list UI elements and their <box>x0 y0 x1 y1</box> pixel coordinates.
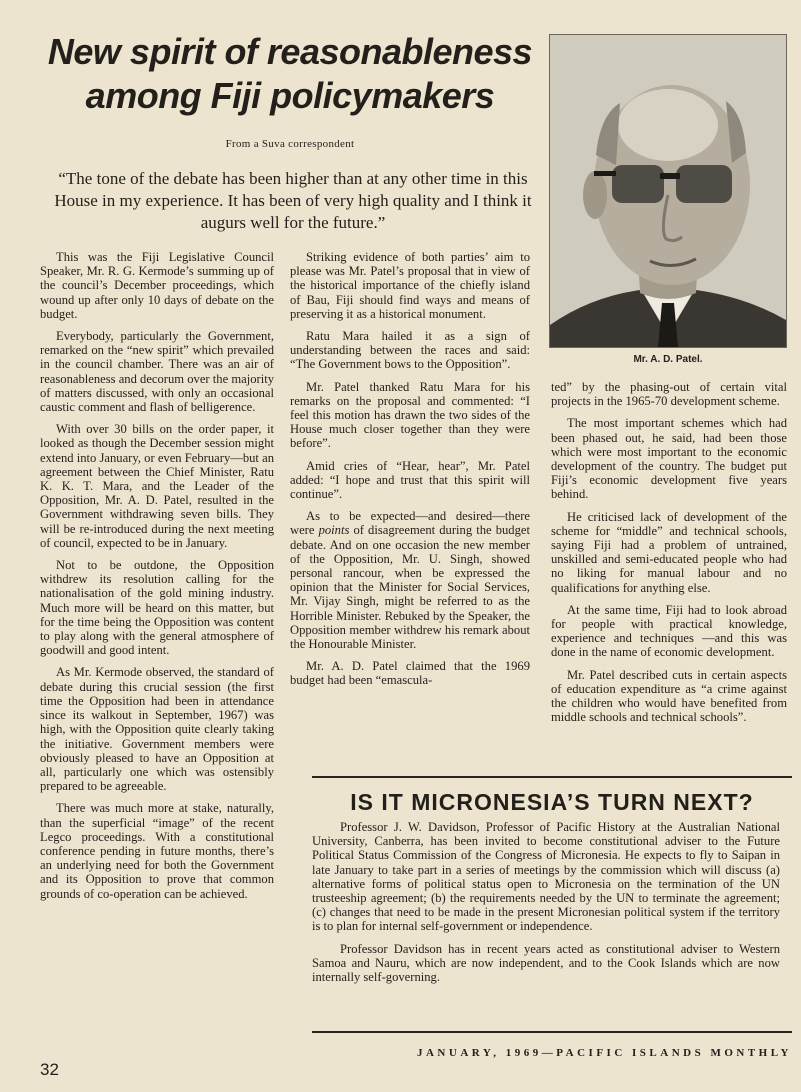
portrait-photo <box>549 34 787 348</box>
article-column-2 <box>290 250 530 696</box>
paragraph: Amid cries of “Hear, hear”, Mr. Patel added: “I hope and trust that this spirit will continue”. <box>290 458 530 502</box>
paragraph: This was the Fiji Legislative Council Speaker, Mr. R. G. Kermode’s summing up of the council’s December proceedings, which wound up after only 10 days of debate on the budget. <box>40 250 274 321</box>
paragraph: With over 30 bills on the order paper, it looked as though the December session might extend into January, or even February—but an agreement between the Chief Minister, Ratu K. K. T. Mara, and the Leader of the Opposition, Mr. A. D. Patel, resulted in the Government withdrawing seven bills. They will be re-introduced during the next meeting of council, expected to be in January. <box>40 422 274 550</box>
text-run: of disagreement during the budget debate. And on one occasion the new member of the Opposition, Mr. U. Singh, showed personal rancour, when be expressed the opinion that the Minister for Social Services, Mr. Vijay Singh, might be referred to as the Horrible Minister. Rebuked by the Speaker, the Opposition member withdrew his remark about the Honourable Minister. <box>290 523 530 652</box>
paragraph: Professor Davidson has in recent years acted as constitutional adviser to Western Samoa and Nauru, which are now independent, and to the Cook Islands which are now internally self-governing. <box>312 941 780 985</box>
paragraph: There was much more at stake, naturally, than the superficial “image” of the recent Legco proceedings. With a constitutional conference pending in future months, there’s an underlying need for both the Government and its Opposition to prove that common grounds of co-operation can be achieved. <box>40 801 274 901</box>
headline-line-1: New spirit of reasonableness <box>47 31 533 72</box>
paragraph: Striking evidence of both parties’ aim to please was Mr. Patel’s proposal that in view of the historical importance of the chiefly island of Bau, Fiji should find ways and means of preserving it as a historical monument. <box>290 250 530 321</box>
paragraph: ted” by the phasing-out of certain vital projects in the 1965-70 development scheme. <box>551 380 787 409</box>
box-top-rule <box>312 776 792 778</box>
pull-quote: “The tone of the debate has been higher than at any other time in this House in my experience. It has been of very high quality and I think it augurs well for the future.” <box>54 169 532 232</box>
paragraph: Mr. A. D. Patel claimed that the 1969 budget had been “emascula- <box>290 659 530 688</box>
paragraph: Mr. Patel described cuts in certain aspects of education expenditure as “a crime against the children who would have benefited from middle schools and technical schools”. <box>551 667 787 725</box>
box-bottom-rule <box>312 1031 792 1033</box>
headline <box>40 30 540 118</box>
portrait-illustration <box>550 35 786 347</box>
paragraph: Professor J. W. Davidson, Professor of Pacific History at the Australian National University, Canberra, has been invited to become constitutional adviser to the Future Political Status Commission of the Congress of Micronesia. He expects to fly to Saipan in late January to take part in a series of meetings by the commission which will discuss (a) alternative forms of political status open to Micronesia on the termination of the UN trusteeship agreement; (b) the requirements needed by the UN to terminate the agreement; (c) changes that need to be made in the present Micronesian political system if the territory is to plan for internal self-government or independence. <box>312 820 780 934</box>
paragraph: The most important schemes which had been phased out, he said, had been those which were most important to the economic development of the country. The budget put Fiji’s economic development five years behind. <box>551 416 787 502</box>
paragraph: Not to be outdone, the Opposition withdrew its resolution calling for the nationalisation of the gold mining industry. Much more will be heard on this matter, but for the time being the Opposition was content to play along with the general atmosphere of goodwill and good intent. <box>40 558 274 658</box>
sidebar-box-body <box>312 820 780 992</box>
paragraph: Ratu Mara hailed it as a sign of understanding between the races and said: “The Government bows to the Opposition”. <box>290 329 530 372</box>
paragraph: Everybody, particularly the Government, remarked on the “new spirit” which prevailed in the council chamber. There was an air of reasonableness and decorum over the majority of matters discussed, with only an occasional caustic comment and flash of belligerence. <box>40 329 274 415</box>
headline-line-2: among Fiji policymakers <box>85 75 495 116</box>
page-number: 32 <box>40 1060 59 1079</box>
paragraph: At the same time, Fiji had to look abroad for people with practical knowledge, experience and techniques —and this was done in the name of economic development. <box>551 602 787 660</box>
paragraph: As Mr. Kermode observed, the standard of debate during this crucial session (the first time the Opposition had been in attendance since its walkout in September, 1967) was high, with the Opposition quite clearly taking the initiative. Government members were obviously pleased to have an Opposition at all, particularly one which was ostensibly prepared to be agreeable. <box>40 665 274 794</box>
emphasis: points <box>318 523 350 538</box>
paragraph: He criticised lack of development of the scheme for “middle” and technical schools, saying Fiji had a problem of untrained, unskilled and semi-educated people who had no liking for manual labour and no qualifications for anything else. <box>551 509 787 595</box>
running-footer: JANUARY, 1969—PACIFIC ISLANDS MONTHLY <box>416 1047 792 1059</box>
paragraph <box>290 509 530 651</box>
byline: From a Suva correspondent <box>225 138 355 150</box>
article-column-3 <box>551 380 787 732</box>
sidebar-box-title: IS IT MICRONESIA’S TURN NEXT? <box>350 789 754 815</box>
text-run: As to be expected—and desired—there were <box>290 509 530 538</box>
article-column-1 <box>40 250 274 909</box>
paragraph: Mr. Patel thanked Ratu Mara for his remarks on the proposal and commented: “I feel this motion has drawn the two sides of the House much closer together than they were before”. <box>290 379 530 451</box>
photo-caption: Mr. A. D. Patel. <box>633 354 703 365</box>
